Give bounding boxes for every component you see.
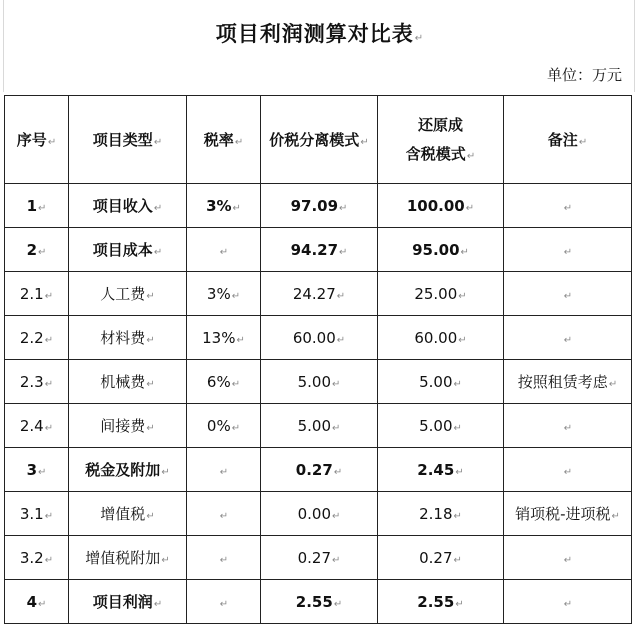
cell-inclusive-mode [378, 184, 504, 228]
cell-separated-mode [261, 404, 378, 448]
cell-separated-mode-text: 0.27 [297, 548, 331, 567]
cell-type-text: 项目成本 [92, 240, 153, 259]
paragraph-mark-icon: ↵ [232, 202, 241, 214]
cell-inclusive-mode [378, 360, 504, 404]
cell-type-text: 增值税附加 [85, 548, 161, 567]
cell-separated-mode-text: 60.00 [292, 328, 336, 347]
cell-code [5, 580, 69, 624]
cell-code-text: 2.1 [19, 284, 44, 303]
paragraph-mark-icon: ↵ [332, 378, 341, 390]
cell-code-text: 2.2 [19, 328, 44, 347]
cell-type-text: 税金及附加 [85, 460, 161, 479]
cell-type [69, 360, 187, 404]
cell-inclusive-mode-text: 5.00 [419, 372, 453, 391]
header-type: 项目类型↵ [69, 96, 187, 184]
cell-separated-mode [261, 536, 378, 580]
cell-note-text: 销项税-进项税 [515, 504, 611, 523]
paragraph-mark-icon: ↵ [563, 246, 573, 258]
cell-code [5, 448, 69, 492]
paragraph-mark-icon: ↵ [336, 290, 346, 302]
cell-inclusive-mode-text: 60.00 [414, 328, 458, 347]
cell-inclusive-mode [378, 404, 504, 448]
paragraph-mark-icon: ↵ [453, 422, 462, 434]
cell-note [504, 448, 632, 492]
cell-separated-mode-text: 24.27 [292, 284, 336, 303]
paragraph-mark-icon: ↵ [333, 466, 343, 478]
cell-note-text: 按照租赁考虑 [517, 372, 608, 391]
paragraph-mark-icon: ↵ [161, 466, 170, 478]
paragraph-mark-icon: ↵ [453, 378, 462, 390]
paragraph-mark-icon: ↵ [219, 246, 229, 258]
paragraph-mark-icon: ↵ [563, 554, 573, 566]
cell-inclusive-mode-text: 5.00 [419, 416, 453, 435]
paragraph-mark-icon: ↵ [161, 554, 170, 566]
cell-note [504, 184, 632, 228]
paragraph-mark-icon: ↵ [44, 510, 54, 522]
paragraph-mark-icon: ↵ [219, 554, 229, 566]
paragraph-mark-icon: ↵ [44, 554, 54, 566]
cell-inclusive-mode-text: 2.18 [419, 504, 453, 523]
paragraph-mark-icon: ↵ [146, 422, 155, 434]
cell-code-text: 3 [26, 460, 38, 479]
paragraph-mark-icon: ↵ [336, 334, 346, 346]
cell-code-text: 2 [26, 240, 38, 259]
cell-code [5, 536, 69, 580]
cell-tax-rate-text: 3% [206, 196, 232, 215]
paragraph-mark-icon: ↵ [219, 510, 229, 522]
cell-tax-rate [187, 448, 261, 492]
cell-type [69, 184, 187, 228]
header-tax-rate: 税率↵ [187, 96, 261, 184]
paragraph-mark-icon: ↵ [332, 510, 341, 522]
paragraph-mark-icon: ↵ [153, 202, 163, 214]
paragraph-mark-icon: ↵ [146, 290, 155, 302]
paragraph-mark-icon: ↵ [608, 378, 618, 390]
paragraph-mark-icon: ↵ [339, 246, 348, 258]
cell-note [504, 404, 632, 448]
cell-note [504, 272, 632, 316]
cell-code-text: 3.1 [19, 504, 44, 523]
cell-type-text: 增值税 [100, 504, 146, 523]
paragraph-mark-icon: ↵ [38, 246, 47, 258]
cell-note [504, 580, 632, 624]
table-row [5, 184, 632, 228]
cell-type [69, 448, 187, 492]
cell-inclusive-mode-text: 0.27 [419, 548, 453, 567]
cell-separated-mode-text: 5.00 [297, 416, 331, 435]
cell-tax-rate-text: 6% [206, 372, 231, 391]
cell-separated-mode [261, 184, 378, 228]
paragraph-mark-icon: ↵ [453, 554, 462, 566]
cell-tax-rate-text: 0% [206, 416, 231, 435]
cell-type-text: 材料费 [100, 328, 146, 347]
paragraph-mark-icon: ↵ [38, 598, 47, 610]
cell-separated-mode-text: 97.09 [290, 196, 339, 215]
cell-type-text: 机械费 [100, 372, 146, 391]
cell-code-text: 2.3 [19, 372, 44, 391]
cell-tax-rate [187, 228, 261, 272]
header-note: 备注↵ [504, 96, 632, 184]
cell-type [69, 316, 187, 360]
cell-tax-rate [187, 272, 261, 316]
cell-separated-mode [261, 580, 378, 624]
cell-type [69, 228, 187, 272]
paragraph-mark-icon: ↵ [563, 466, 573, 478]
paragraph-mark-icon: ↵ [339, 202, 348, 214]
paragraph-mark-icon: ↵ [44, 334, 54, 346]
cell-inclusive-mode [378, 316, 504, 360]
cell-tax-rate [187, 580, 261, 624]
header-separated-mode: 价税分离模式↵ [261, 96, 378, 184]
cell-separated-mode-text: 2.55 [295, 592, 333, 611]
table-row [5, 404, 632, 448]
table-header-row [5, 96, 632, 184]
cell-separated-mode [261, 448, 378, 492]
cell-type [69, 404, 187, 448]
table-row [5, 580, 632, 624]
paragraph-mark-icon: ↵ [332, 422, 341, 434]
cell-type [69, 536, 187, 580]
paragraph-mark-icon: ↵ [563, 334, 573, 346]
paragraph-mark-icon: ↵ [563, 422, 573, 434]
paragraph-mark-icon: ↵ [465, 202, 475, 214]
table-row [5, 492, 632, 536]
paragraph-mark-icon: ↵ [219, 598, 229, 610]
paragraph-mark-icon: ↵ [236, 334, 245, 346]
cell-tax-rate-text: 13% [202, 328, 236, 347]
paragraph-mark-icon: ↵ [455, 598, 464, 610]
cell-separated-mode [261, 272, 378, 316]
paragraph-mark-icon: ↵ [611, 510, 620, 522]
paragraph-mark-icon: ↵ [460, 246, 469, 258]
cell-type-text: 间接费 [100, 416, 146, 435]
cell-inclusive-mode [378, 448, 504, 492]
table-row [5, 272, 632, 316]
cell-inclusive-mode [378, 536, 504, 580]
cell-separated-mode-text: 0.27 [295, 460, 333, 479]
cell-code [5, 228, 69, 272]
cell-type [69, 492, 187, 536]
paragraph-mark-icon: ↵ [455, 466, 464, 478]
cell-separated-mode [261, 360, 378, 404]
cell-code [5, 184, 69, 228]
paragraph-mark-icon: ↵ [38, 202, 47, 214]
paragraph-mark-icon: ↵ [146, 334, 155, 346]
table-row [5, 316, 632, 360]
cell-inclusive-mode [378, 272, 504, 316]
paragraph-mark-icon: ↵ [333, 598, 343, 610]
cell-code [5, 404, 69, 448]
paragraph-mark-icon: ↵ [231, 378, 241, 390]
paragraph-mark-icon: ↵ [231, 422, 241, 434]
cell-inclusive-mode-text: 100.00 [406, 196, 465, 215]
cell-inclusive-mode-text: 2.55 [417, 592, 455, 611]
cell-tax-rate [187, 360, 261, 404]
table-row [5, 536, 632, 580]
paragraph-mark-icon: ↵ [44, 422, 54, 434]
cell-separated-mode [261, 316, 378, 360]
cell-note [504, 316, 632, 360]
paragraph-mark-icon: ↵ [414, 33, 425, 44]
cell-inclusive-mode-text: 25.00 [414, 284, 458, 303]
profit-comparison-table [4, 95, 632, 624]
cell-separated-mode-text: 94.27 [290, 240, 339, 259]
cell-separated-mode-text: 0.00 [297, 504, 331, 523]
cell-inclusive-mode-text: 2.45 [417, 460, 455, 479]
cell-tax-rate [187, 404, 261, 448]
paragraph-mark-icon: ↵ [44, 290, 54, 302]
header-code: 序号↵ [5, 96, 69, 184]
cell-type [69, 272, 187, 316]
cell-type-text: 项目收入 [92, 196, 153, 215]
cell-inclusive-mode [378, 580, 504, 624]
cell-code-text: 2.4 [19, 416, 44, 435]
paragraph-mark-icon: ↵ [38, 466, 47, 478]
cell-note [504, 492, 632, 536]
cell-code [5, 316, 69, 360]
cell-type-text: 人工费 [100, 284, 146, 303]
cell-separated-mode [261, 228, 378, 272]
cell-tax-rate [187, 492, 261, 536]
paragraph-mark-icon: ↵ [563, 290, 573, 302]
unit-label: 单位：万元 [546, 66, 622, 84]
cell-code-text: 1 [26, 196, 38, 215]
cell-note [504, 228, 632, 272]
paragraph-mark-icon: ↵ [44, 378, 54, 390]
paragraph-mark-icon: ↵ [146, 510, 155, 522]
paragraph-mark-icon: ↵ [458, 334, 467, 346]
cell-note [504, 360, 632, 404]
paragraph-mark-icon: ↵ [458, 290, 467, 302]
document-title [0, 18, 640, 48]
paragraph-mark-icon: ↵ [563, 598, 573, 610]
paragraph-mark-icon: ↵ [153, 598, 163, 610]
cell-code [5, 272, 69, 316]
cell-tax-rate [187, 184, 261, 228]
paragraph-mark-icon: ↵ [453, 510, 462, 522]
cell-code-text: 3.2 [19, 548, 44, 567]
cell-inclusive-mode-text: 95.00 [412, 240, 460, 259]
header-inclusive-mode: 还原成 含税模式↵ [378, 96, 504, 184]
title-text: 项目利润测算对比表 [215, 22, 414, 46]
table-row [5, 448, 632, 492]
cell-inclusive-mode [378, 228, 504, 272]
cell-type-text: 项目利润 [92, 592, 153, 611]
cell-tax-rate-text: 3% [206, 284, 231, 303]
cell-code-text: 4 [26, 592, 38, 611]
cell-separated-mode-text: 5.00 [297, 372, 331, 391]
cell-separated-mode [261, 492, 378, 536]
cell-tax-rate [187, 536, 261, 580]
cell-note [504, 536, 632, 580]
cell-code [5, 492, 69, 536]
cell-type [69, 580, 187, 624]
paragraph-mark-icon: ↵ [146, 378, 155, 390]
table-row [5, 360, 632, 404]
paragraph-mark-icon: ↵ [219, 466, 229, 478]
cell-code [5, 360, 69, 404]
cell-tax-rate [187, 316, 261, 360]
table-row [5, 228, 632, 272]
cell-inclusive-mode [378, 492, 504, 536]
paragraph-mark-icon: ↵ [332, 554, 341, 566]
paragraph-mark-icon: ↵ [153, 246, 163, 258]
paragraph-mark-icon: ↵ [563, 202, 573, 214]
paragraph-mark-icon: ↵ [231, 290, 241, 302]
